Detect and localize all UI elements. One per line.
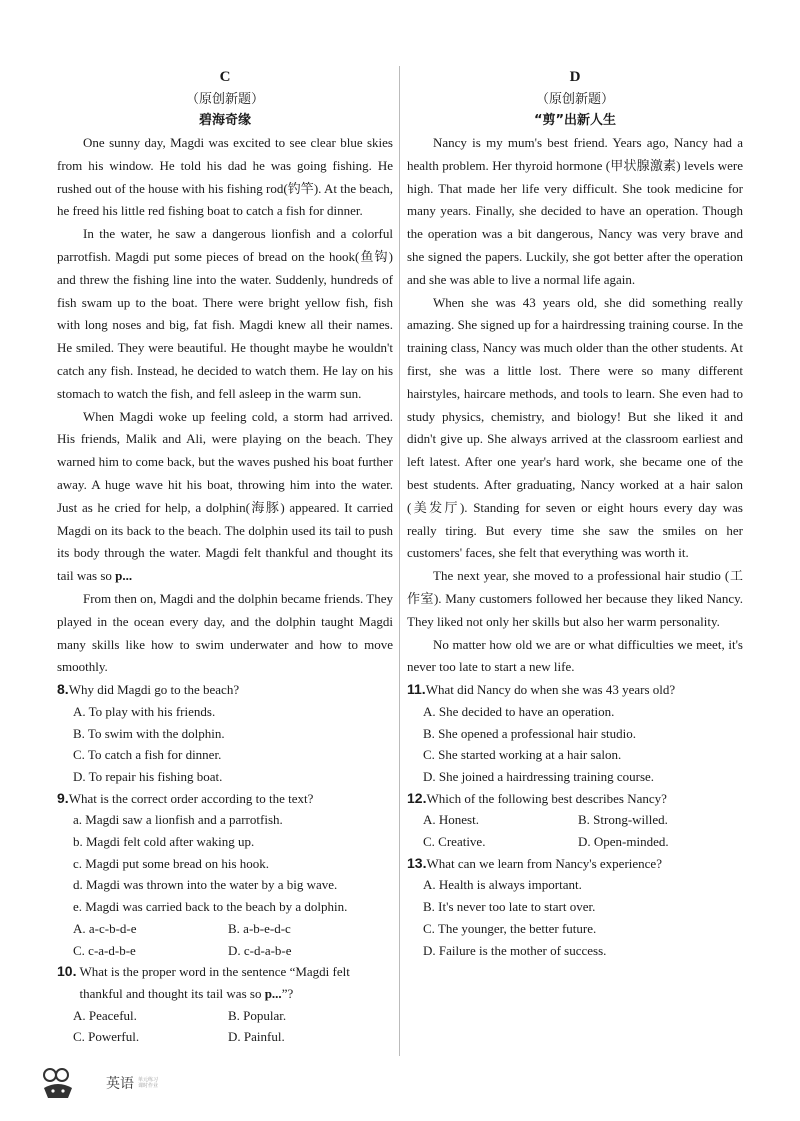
question-8-text: Why did Magdi go to the beach? [68, 682, 240, 698]
footer-tag-line-2: 课时作业 [138, 1083, 159, 1089]
question-12-option-a[interactable]: A. Honest. [423, 812, 479, 828]
question-13-option-d[interactable]: D. Failure is the mother of success. [423, 942, 607, 958]
passage-d-column [407, 66, 743, 961]
question-11-option-d[interactable]: D. She joined a hairdressing training course. [423, 768, 655, 784]
question-11 [407, 679, 743, 788]
question-8-option-d[interactable]: D. To repair his fishing boat. [73, 768, 223, 784]
question-13-option-c[interactable]: C. The younger, the better future. [423, 920, 597, 936]
question-10-text-bold: p... [264, 985, 282, 1001]
question-9 [57, 788, 393, 962]
question-13 [407, 853, 743, 962]
question-9-item-b: b. Magdi felt cold after waking up. [73, 834, 255, 850]
column-divider [399, 66, 400, 1056]
section-title-d: “剪”出新人生 [533, 113, 617, 128]
question-12-option-c[interactable]: C. Creative. [423, 834, 486, 850]
question-9-text: What is the correct order according to the text? [68, 790, 314, 806]
publisher-logo-icon [40, 1066, 76, 1100]
question-12-options-row-1 [407, 809, 743, 831]
section-letter-d: D [569, 69, 581, 85]
question-9-options-row-1 [57, 918, 393, 940]
question-9-item-c: c. Magdi put some bread on his hook. [73, 855, 270, 871]
question-9-option-c[interactable]: C. c-a-d-b-e [73, 942, 136, 958]
page-footer [40, 1066, 164, 1100]
footer-tag [138, 1077, 164, 1089]
question-9-option-d[interactable]: D. c-d-a-b-e [228, 942, 292, 958]
passage-d-para-1: Nancy is my mum's best friend. Years ago, Nancy had a health problem. Her thyroid hormone (甲状腺激素) levels were high. That made her life very difficult. She took medicine for many years. Finally, she decided to have an operation. Though the operation was a bit dangerous, Nancy was very brave and she signed the papers. Luckily, she got better after the operation and she was able to live a normal life again. [407, 135, 743, 287]
question-13-option-b[interactable]: B. It's never too late to start over. [423, 899, 596, 915]
question-12-option-d[interactable]: D. Open-minded. [578, 834, 669, 850]
question-10-text [76, 961, 393, 1004]
question-11-option-b[interactable]: B. She opened a professional hair studio. [423, 725, 637, 741]
question-12 [407, 788, 743, 853]
question-9-options-row-2 [57, 940, 393, 962]
question-10-option-b[interactable]: B. Popular. [228, 1007, 287, 1023]
passage-c-para-3 [57, 406, 393, 588]
question-12-option-b[interactable]: B. Strong-willed. [578, 812, 668, 828]
question-10-option-d[interactable]: D. Painful. [228, 1029, 285, 1045]
question-11-text: What did Nancy do when she was 43 years old? [425, 682, 676, 698]
section-title-c: 碧海奇缘 [198, 113, 251, 128]
question-9-number: 9. [57, 789, 69, 806]
question-13-option-a[interactable]: A. Health is always important. [423, 877, 582, 893]
passage-c-para-3-bold: p... [115, 568, 133, 584]
question-11-option-c[interactable]: C. She started working at a hair salon. [423, 747, 622, 763]
question-13-number: 13. [407, 854, 427, 871]
passage-c-column [57, 66, 393, 1048]
question-8-option-b[interactable]: B. To swim with the dolphin. [73, 725, 225, 741]
question-9-item-a: a. Magdi saw a lionfish and a parrotfish. [73, 812, 283, 828]
passage-d-para-3: The next year, she moved to a professional hair studio (工作室). Many customers followed her because they liked Nancy. They liked not only her skills but also her warm personality. [407, 568, 743, 629]
question-8-option-a[interactable]: A. To play with his friends. [73, 703, 216, 719]
question-10-number: 10. [57, 963, 77, 980]
passage-c-para-1: One sunny day, Magdi was excited to see clear blue skies from his window. He told his dad he was going fishing. He rushed out of the house with his fishing rod(钓竿). At the beach, he freed his little red fishing boat to catch a fish for dinner. [57, 135, 393, 219]
question-9-option-a[interactable]: A. a-c-b-d-e [73, 920, 137, 936]
question-11-option-a[interactable]: A. She decided to have an operation. [423, 703, 615, 719]
question-8-number: 8. [57, 681, 69, 698]
passage-c-para-2: In the water, he saw a dangerous lionfish and a colorful parrotfish. Magdi put some pieces of bread on the hook(鱼钩) and threw the fishing line into the water. Suddenly, hundreds of fish swam up to the boat. There were bright yellow fish, fish with long noses and big, fat fish. Magdi knew all their names. He smiled. They were beautiful. He thought maybe he wouldn't catch any fish. Instead, he decided to watch them. He lay on his stomach to watch the fish, and fell asleep in the warm sun. [57, 226, 393, 401]
question-9-option-b[interactable]: B. a-b-e-d-c [228, 920, 291, 936]
question-12-text: Which of the following best describes Nancy? [426, 790, 667, 806]
question-8-option-c[interactable]: C. To catch a fish for dinner. [73, 747, 222, 763]
section-letter-c: C [219, 69, 231, 85]
question-13-text: What can we learn from Nancy's experience? [426, 855, 662, 871]
question-12-number: 12. [407, 789, 427, 806]
footer-tag-line-1: 单元练习 [138, 1077, 159, 1083]
question-10-option-a[interactable]: A. Peaceful. [73, 1007, 137, 1023]
section-subtitle-c: （原创新题） [185, 91, 264, 106]
question-9-item-d: d. Magdi was thrown into the water by a big wave. [73, 877, 338, 893]
question-10-text-post: ”? [281, 985, 294, 1001]
question-10-option-c[interactable]: C. Powerful. [73, 1029, 140, 1045]
question-11-number: 11. [407, 681, 426, 698]
question-10-options-row-1 [57, 1005, 393, 1027]
passage-c-para-3-text: When Magdi woke up feeling cold, a storm had arrived. His friends, Malik and Ali, were playing on the beach. They warned him to come back, but the waves pushed his boat further away. A huge wave hit his boat, throwing him into the water. Just as he cried for help, a dolphin(海豚) appeared. It carried Magdi on its back to the beach. The dolphin used its tail to push its body through the water. Magdi felt thankful and thought its tail was so [57, 408, 393, 584]
footer-subject: 英语 [106, 1076, 134, 1092]
question-10-options-row-2 [57, 1026, 393, 1048]
question-8 [57, 679, 393, 788]
question-9-item-e: e. Magdi was carried back to the beach by a dolphin. [73, 899, 348, 915]
passage-d-para-2: When she was 43 years old, she did something really amazing. She signed up for a hairdressing training course. In the training class, Nancy was much older than the other students. At first, she was a little lost. There were so many different hairstyles, haircare methods, and tools to learn. She even had to study physics, chemistry, and biology! But she liked it and didn't give up. She always arrived at the classroom earliest and left latest. After one year's hard work, she became one of the best students. After graduating, Nancy worked at a hair salon (美发厅). Standing for seven or eight hours every day was really tiring. But every time she saw the smiles on her customers' faces, she felt that everything was worth it. [407, 294, 743, 561]
passage-c-para-4: From then on, Magdi and the dolphin became friends. They played in the ocean every day, and the dolphin taught Magdi many skills like how to swim underwater and how to move smoothly. [57, 590, 393, 675]
question-10 [57, 961, 393, 1048]
passage-d-para-4: No matter how old we are or what difficulties we meet, it's never too late to start a new life. [407, 636, 743, 675]
section-subtitle-d: （原创新题） [535, 91, 614, 106]
question-12-options-row-2 [407, 831, 743, 853]
question-10-text-pre: What is the proper word in the sentence “Magdi felt thankful and thought its tail was so [79, 964, 350, 1001]
